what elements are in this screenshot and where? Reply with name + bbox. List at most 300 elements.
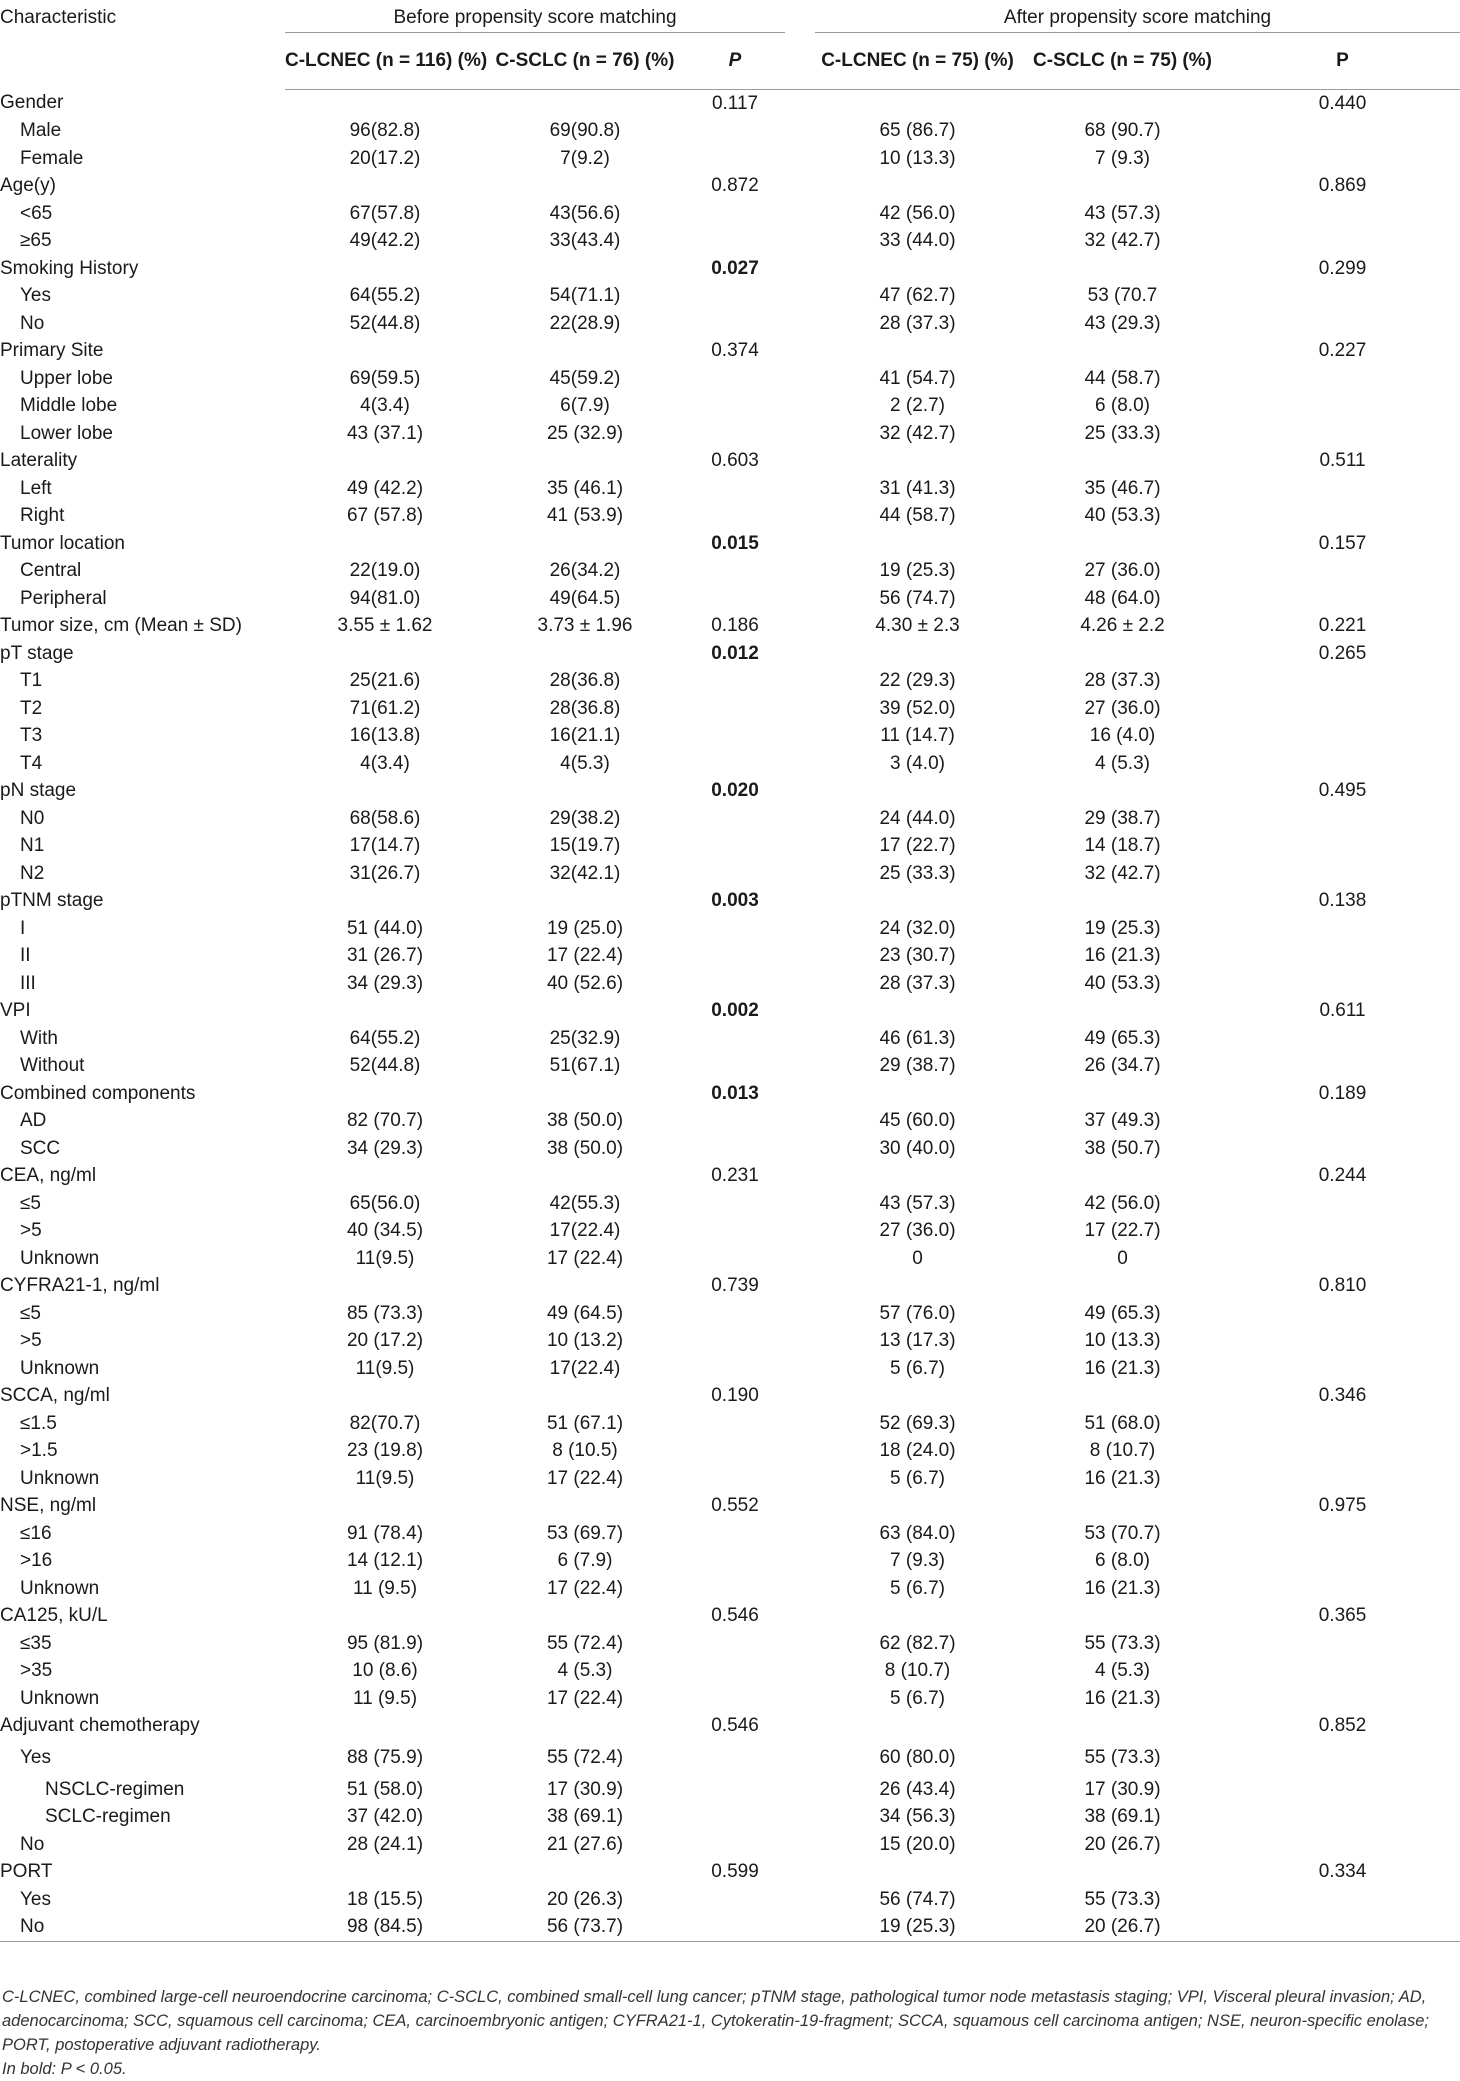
table-row (0, 942, 1460, 970)
after-clcnec-value: 0 (912, 1247, 923, 1269)
before-clcnec-value: 40 (34.5) (346, 1220, 424, 1241)
before-csclc-value: 54(71.1) (549, 285, 621, 306)
before-p-value: 0.552 (711, 1495, 759, 1516)
before-csclc-value: 49 (64.5) (546, 1302, 624, 1324)
table-row (0, 1602, 1460, 1630)
before-clcnec-value: 91 (78.4) (346, 1522, 424, 1544)
row-label: Unknown (20, 1467, 100, 1489)
after-clcnec-value: 15 (20.0) (879, 1833, 956, 1855)
row-label: T4 (20, 752, 43, 774)
after-p-value (1225, 420, 1460, 448)
table-row (0, 997, 1460, 1025)
after-p-value (1225, 585, 1460, 613)
before-csclc-value: 19 (25.0) (546, 917, 624, 939)
after-p-value (1225, 1520, 1460, 1548)
before-p-value (685, 1190, 785, 1218)
after-p-value: 0.221 (1318, 615, 1367, 636)
before-p-value: 0.546 (711, 1605, 759, 1626)
after-clcnec-value: 19 (25.3) (815, 1913, 1020, 1941)
table-row (0, 1217, 1460, 1245)
table-row (0, 1575, 1460, 1603)
after-clcnec-value (815, 1492, 1020, 1520)
before-clcnec-value (285, 1080, 485, 1108)
table-row (0, 640, 1460, 668)
after-p-value (1225, 722, 1460, 750)
before-p-value (685, 942, 785, 970)
before-p-value: 0.190 (711, 1385, 759, 1406)
table-body (0, 89, 1460, 1941)
after-clcnec-value: 65 (86.7) (879, 120, 956, 141)
before-csclc-value: 43(56.6) (549, 202, 621, 224)
before-clcnec-value: 11(9.5) (355, 1357, 415, 1379)
before-csclc-value: 17 (30.9) (546, 1778, 624, 1800)
after-clcnec-value: 41 (54.7) (879, 367, 956, 389)
after-p-value (1225, 1135, 1460, 1163)
before-clcnec-value: 11 (9.5) (352, 1577, 418, 1599)
after-p-value (1225, 805, 1460, 833)
before-csclc-value: 41 (53.9) (546, 505, 624, 526)
before-p-value (685, 502, 785, 530)
after-clcnec-value: 5 (6.7) (890, 1687, 945, 1709)
after-p-value (1225, 200, 1460, 228)
before-clcnec-value: 4(3.4) (360, 395, 410, 416)
before-csclc-value: 38 (50.0) (546, 1110, 624, 1131)
before-clcnec-value: 4(3.4) (360, 752, 410, 774)
table-row (0, 557, 1460, 585)
after-csclc-value: 0 (1117, 1247, 1128, 1269)
before-csclc-value: 38 (50.0) (546, 1137, 624, 1159)
before-clcnec-value (285, 1858, 485, 1886)
before-clcnec-value (285, 887, 485, 915)
table-row (0, 1858, 1460, 1886)
table-row (0, 310, 1460, 338)
after-p-value (1225, 227, 1460, 255)
after-p-value (1225, 1886, 1460, 1914)
after-clcnec-value: 5 (6.7) (890, 1577, 945, 1599)
before-p-value (685, 1465, 785, 1493)
after-csclc-value: 27 (36.0) (1084, 560, 1161, 581)
before-csclc-value (485, 1712, 685, 1740)
before-p-value: 0.186 (711, 615, 759, 636)
table-row (0, 805, 1460, 833)
before-clcnec-value: 11(9.5) (355, 1467, 415, 1489)
before-csclc-value (485, 530, 685, 558)
before-clcnec-value: 43 (37.1) (346, 422, 424, 444)
before-clcnec-value: 98 (84.5) (285, 1913, 485, 1941)
after-csclc-value: 8 (10.7) (1089, 1440, 1156, 1461)
table-row (0, 1107, 1460, 1135)
after-p-value (1225, 750, 1460, 778)
after-csclc-value (1020, 447, 1225, 475)
row-label: Unknown (20, 1577, 100, 1599)
before-csclc-value: 40 (52.6) (546, 972, 624, 994)
row-label: AD (20, 1110, 47, 1131)
row-label: Laterality (0, 450, 78, 471)
before-clcnec-value: 22(19.0) (349, 560, 421, 581)
before-p-value (685, 1776, 785, 1804)
row-label: SCCA, ng/ml (0, 1385, 110, 1406)
row-label: ≥65 (20, 230, 52, 251)
after-clcnec-value: 19 (25.3) (879, 560, 956, 581)
after-clcnec-value: 7 (9.3) (890, 1550, 945, 1571)
after-p-value: 0.365 (1318, 1605, 1367, 1626)
after-clcnec-value (815, 1712, 1020, 1740)
before-csclc-value: 17 (22.4) (546, 1577, 624, 1599)
row-label: N2 (20, 862, 45, 884)
after-csclc-value: 32 (42.7) (1084, 862, 1161, 884)
after-csclc-value: 32 (42.7) (1084, 230, 1161, 251)
before-p-value (685, 557, 785, 585)
before-csclc-value: 55 (72.4) (546, 1746, 624, 1768)
before-p-value: 0.002 (711, 1000, 759, 1021)
table-row (0, 1630, 1460, 1658)
after-csclc-value: 55 (73.3) (1084, 1746, 1161, 1768)
before-clcnec-value: 34 (29.3) (346, 972, 424, 994)
before-csclc-value: 8 (10.5) (552, 1440, 618, 1461)
after-p-value (1225, 970, 1460, 998)
row-label: pTNM stage (0, 890, 104, 911)
after-clcnec-value: 45 (60.0) (879, 1110, 956, 1131)
before-p-value (685, 1245, 785, 1273)
after-csclc-value: 20 (26.7) (1084, 1833, 1161, 1855)
after-clcnec-value: 26 (43.4) (879, 1778, 956, 1800)
before-clcnec-value: 71(61.2) (349, 697, 421, 719)
before-csclc-value (485, 1272, 685, 1300)
before-p-value (685, 282, 785, 310)
before-clcnec-value: 49 (42.2) (346, 477, 424, 499)
table-row (0, 1135, 1460, 1163)
after-p-value: 0.138 (1318, 890, 1367, 911)
table-row (0, 1465, 1460, 1493)
before-clcnec-value: 31 (26.7) (346, 945, 424, 966)
after-p-value (1225, 832, 1460, 860)
after-clcnec-value: 39 (52.0) (879, 697, 956, 719)
after-clcnec-value (815, 337, 1020, 365)
table-row (0, 777, 1460, 805)
table-row (0, 282, 1460, 310)
after-clcnec-value: 25 (33.3) (879, 862, 956, 884)
table-row (0, 1803, 1460, 1831)
row-label: III (20, 972, 36, 994)
before-clcnec-value: 68(58.6) (349, 807, 421, 829)
before-p-value (685, 1327, 785, 1355)
table-row (0, 1886, 1460, 1914)
after-clcnec-value: 2 (2.7) (890, 395, 945, 416)
row-label: Primary Site (0, 340, 104, 361)
after-csclc-value: 38 (69.1) (1084, 1806, 1161, 1827)
after-p-value (1225, 1107, 1460, 1135)
after-csclc-value (1020, 1602, 1225, 1630)
after-clcnec-value (815, 447, 1020, 475)
after-p-value (1225, 1776, 1460, 1804)
row-label: T1 (20, 670, 43, 691)
after-p-value (1225, 475, 1460, 503)
after-p-value: 0.511 (1319, 450, 1366, 471)
after-csclc-value (1020, 640, 1225, 668)
row-label: Age(y) (0, 175, 56, 196)
before-clcnec-value: 69(59.5) (349, 367, 421, 389)
after-p-value: 0.440 (1318, 92, 1367, 114)
before-p-value: 0.020 (711, 780, 759, 801)
table-row (0, 145, 1460, 173)
after-p-value (1225, 310, 1460, 338)
after-csclc-value: 27 (36.0) (1084, 697, 1161, 719)
after-clcnec-value: 56 (74.7) (879, 587, 956, 609)
after-csclc-value: 51 (68.0) (1084, 1412, 1161, 1434)
after-p-value (1225, 1913, 1460, 1941)
before-csclc-value: 17(22.4) (549, 1220, 621, 1241)
before-csclc-value: 17 (22.4) (546, 1687, 624, 1709)
row-label: ≤1.5 (20, 1412, 57, 1434)
row-label: ≤5 (20, 1192, 41, 1214)
before-csclc-value: 49(64.5) (549, 587, 621, 609)
table-row (0, 530, 1460, 558)
after-csclc-value (1020, 887, 1225, 915)
after-p-value (1225, 1740, 1460, 1776)
before-p-value (685, 1547, 785, 1575)
table-row (0, 1162, 1460, 1190)
after-csclc-value: 44 (58.7) (1084, 367, 1161, 389)
after-p-value (1225, 365, 1460, 393)
after-csclc-value: 53 (70.7 (1087, 285, 1158, 306)
before-p-value (685, 805, 785, 833)
after-p-value: 0.611 (1319, 1000, 1366, 1021)
before-p-value (685, 1630, 785, 1658)
before-p-value (685, 145, 785, 173)
before-csclc-value (485, 997, 685, 1025)
row-label: PORT (0, 1861, 53, 1882)
before-clcnec-value: 51 (58.0) (346, 1778, 424, 1800)
before-csclc-value (485, 337, 685, 365)
after-csclc-value: 14 (18.7) (1084, 835, 1161, 856)
table-row (0, 392, 1460, 420)
table-row (0, 1327, 1460, 1355)
row-label: CEA, ng/ml (0, 1165, 97, 1186)
row-label: Lower lobe (20, 422, 113, 444)
after-clcnec-value: 5 (6.7) (890, 1467, 945, 1489)
before-clcnec-value (285, 777, 485, 805)
footnote-abbreviations: C-LCNEC, combined large-cell neuroendocrine carcinoma; C-SCLC, combined small-cell lung cancer; pTNM stage, pathological tumor node metastasis staging; VPI, Visceral pleural invasion; AD, adenocarcinoma; SCC, squamous cell carcinoma; CEA, carcinoembryonic antigen; CYFRA21-1, Cytokeratin-19-fragment; SCCA, squamous cell carcinoma antigen; NSE, neuron-specific enolase; PORT, postoperative adjuvant radiotherapy. (2, 1988, 1429, 2054)
table-row (0, 447, 1460, 475)
row-label: Gender (0, 92, 64, 114)
before-clcnec-value (285, 1602, 485, 1630)
before-csclc-value: 17(22.4) (549, 1357, 621, 1379)
before-p-value (685, 475, 785, 503)
after-p-value: 0.810 (1318, 1275, 1367, 1296)
after-csclc-value: 16 (21.3) (1084, 1577, 1161, 1599)
table-row (0, 255, 1460, 283)
after-p-value (1225, 915, 1460, 943)
after-p-value (1225, 695, 1460, 723)
after-clcnec-value: 52 (69.3) (879, 1412, 956, 1434)
before-p-value: 0.013 (711, 1082, 759, 1104)
before-csclc-value: 25 (32.9) (546, 422, 624, 444)
row-label: Unknown (20, 1247, 100, 1269)
before-p-value (685, 117, 785, 145)
before-p-value (685, 1520, 785, 1548)
after-clcnec-value (815, 1858, 1020, 1886)
after-p-value (1225, 1245, 1460, 1273)
before-p-value (685, 1025, 785, 1053)
before-p-value (685, 1803, 785, 1831)
before-p-value (685, 1300, 785, 1328)
before-csclc-value: 15(19.7) (549, 835, 621, 856)
after-clcnec-value: 47 (62.7) (879, 285, 956, 306)
after-clcnec-value: 28 (37.3) (879, 972, 956, 994)
before-p-value (685, 392, 785, 420)
after-csclc-value: 55 (73.3) (1084, 1888, 1161, 1910)
before-csclc-value: 33(43.4) (549, 230, 621, 251)
table-row (0, 750, 1460, 778)
after-csclc-value (1020, 337, 1225, 365)
row-label: Unknown (20, 1357, 100, 1379)
row-label: Yes (20, 285, 51, 306)
after-p-value (1225, 1803, 1460, 1831)
after-clcnec-value: 4.30 ± 2.3 (875, 615, 960, 636)
after-p-value: 0.975 (1318, 1495, 1367, 1516)
before-clcnec-value (285, 1162, 485, 1190)
before-clcnec-value: 23 (19.8) (346, 1440, 424, 1461)
before-p-value: 0.117 (711, 92, 759, 114)
table-row (0, 1492, 1460, 1520)
before-clcnec-value (285, 447, 485, 475)
before-p-value (685, 722, 785, 750)
before-csclc-value: 38 (69.1) (546, 1806, 624, 1827)
before-csclc-value: 22(28.9) (549, 312, 621, 334)
after-csclc-value: 40 (53.3) (1084, 505, 1161, 526)
after-p-value: 0.334 (1318, 1861, 1367, 1882)
before-p-value (685, 1135, 785, 1163)
row-label: Central (20, 560, 82, 581)
before-csclc-value: 7(9.2) (560, 147, 610, 169)
after-clcnec-value (815, 997, 1020, 1025)
before-csclc-value (485, 1858, 685, 1886)
after-csclc-value: 53 (70.7) (1084, 1522, 1161, 1544)
before-p-value (685, 1831, 785, 1859)
before-clcnec-value: 17(14.7) (349, 835, 421, 856)
before-p-value (685, 1437, 785, 1465)
before-p-value: 0.012 (711, 642, 759, 664)
after-csclc-value (1020, 777, 1225, 805)
row-label: Middle lobe (20, 395, 118, 416)
before-p-value (685, 915, 785, 943)
after-p-value (1225, 1355, 1460, 1383)
before-p-value (685, 1740, 785, 1776)
after-p-value (1225, 1831, 1460, 1859)
after-csclc-value (1020, 172, 1225, 200)
after-csclc-value (1020, 1712, 1225, 1740)
before-p-value (685, 667, 785, 695)
row-label: Female (20, 147, 84, 169)
before-clcnec-value: 52(44.8) (349, 1055, 421, 1076)
after-csclc-value (1020, 255, 1225, 283)
table-row (0, 1520, 1460, 1548)
after-p-value (1225, 942, 1460, 970)
before-csclc-value (485, 887, 685, 915)
table-row (0, 1831, 1460, 1859)
row-label: >5 (20, 1220, 42, 1241)
after-p-value (1225, 282, 1460, 310)
after-clcnec-value: 34 (56.3) (879, 1806, 956, 1827)
before-csclc-value: 29(38.2) (549, 807, 621, 829)
before-p-value (685, 1913, 785, 1941)
before-clcnec-value: 82(70.7) (349, 1412, 421, 1434)
after-csclc-value: 16 (21.3) (1084, 1467, 1161, 1489)
before-clcnec-value (285, 89, 485, 117)
table-row (0, 1355, 1460, 1383)
after-clcnec-value: 57 (76.0) (879, 1302, 956, 1324)
after-clcnec-value (815, 1162, 1020, 1190)
before-p-value (685, 750, 785, 778)
before-p-value (685, 1052, 785, 1080)
before-p-value: 0.872 (711, 175, 759, 196)
before-clcnec-value: 85 (73.3) (346, 1302, 424, 1324)
before-clcnec-value: 95 (81.9) (346, 1632, 424, 1654)
after-clcnec-value: 24 (32.0) (879, 917, 956, 939)
col-after-csclc: C-SCLC (n = 75) (%) (1020, 32, 1225, 89)
row-label: Adjuvant chemotherapy (0, 1715, 200, 1736)
after-clcnec-value: 11 (14.7) (880, 725, 955, 746)
after-csclc-value: 49 (65.3) (1084, 1027, 1161, 1049)
before-csclc-value (485, 640, 685, 668)
before-clcnec-value (285, 255, 485, 283)
table-row (0, 200, 1460, 228)
row-label: SCLC-regimen (45, 1806, 171, 1827)
table-row (0, 1410, 1460, 1438)
table-row (0, 612, 1460, 640)
before-clcnec-value (285, 1492, 485, 1520)
after-p-value (1225, 1630, 1460, 1658)
after-csclc-value (1020, 1382, 1225, 1410)
row-label: >16 (20, 1550, 53, 1571)
after-p-value: 0.265 (1318, 642, 1367, 664)
before-clcnec-value (285, 530, 485, 558)
after-csclc-value: 29 (38.7) (1084, 807, 1161, 829)
before-p-value (685, 1657, 785, 1685)
after-csclc-value (1020, 997, 1225, 1025)
table-row (0, 1712, 1460, 1740)
table-row (0, 1740, 1460, 1776)
after-csclc-value: 35 (46.7) (1084, 477, 1161, 499)
before-p-value (685, 1575, 785, 1603)
after-p-value (1225, 1025, 1460, 1053)
after-p-value: 0.244 (1318, 1165, 1367, 1186)
after-csclc-value: 19 (25.3) (1084, 917, 1161, 939)
before-csclc-value: 56 (73.7) (485, 1913, 685, 1941)
before-csclc-value: 17 (22.4) (546, 1247, 624, 1269)
table-row (0, 117, 1460, 145)
before-p-value: 0.599 (711, 1861, 759, 1882)
after-csclc-value (1020, 1080, 1225, 1108)
table-row (0, 970, 1460, 998)
before-p-value (685, 227, 785, 255)
before-clcnec-value: 67(57.8) (349, 202, 421, 224)
after-p-value: 0.869 (1318, 175, 1367, 196)
after-clcnec-value: 60 (80.0) (879, 1746, 956, 1768)
after-csclc-value: 49 (65.3) (1084, 1302, 1161, 1324)
after-clcnec-value: 17 (22.7) (879, 835, 956, 856)
before-p-value (685, 695, 785, 723)
row-label: Upper lobe (20, 367, 113, 389)
before-csclc-value: 10 (13.2) (546, 1330, 624, 1351)
col-before-p: P (685, 32, 785, 89)
footnote-bold-note: In bold: P < 0.05. (2, 2060, 127, 2078)
after-csclc-value: 16 (4.0) (1089, 725, 1156, 746)
after-clcnec-value (815, 89, 1020, 117)
before-clcnec-value: 37 (42.0) (346, 1806, 424, 1827)
after-clcnec-value (815, 1602, 1020, 1630)
row-label: VPI (0, 1000, 31, 1021)
